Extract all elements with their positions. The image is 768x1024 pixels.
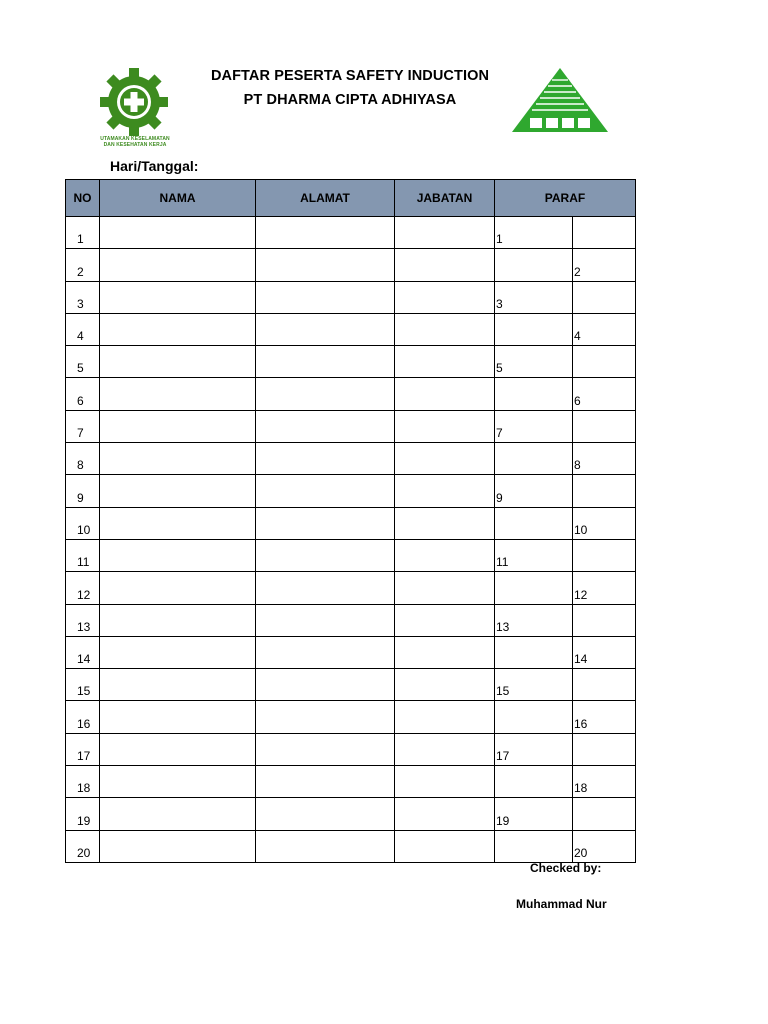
table-header-row [66,180,636,217]
nama-cell[interactable] [100,636,256,668]
jabatan-cell[interactable] [395,766,495,798]
jabatan-cell[interactable] [395,539,495,571]
row-number: 17 [66,733,100,765]
paraf-right-cell[interactable] [573,475,636,507]
alamat-cell[interactable] [256,733,395,765]
paraf-right-cell[interactable]: 18 [573,766,636,798]
jabatan-cell[interactable] [395,313,495,345]
title-line-2: PT DHARMA CIPTA ADHIYASA [243,92,457,108]
nama-cell[interactable] [100,346,256,378]
row-number: 7 [66,410,100,442]
row-number: 5 [66,346,100,378]
checked-by-label: Checked by: [530,861,602,875]
paraf-left-cell[interactable]: 9 [495,475,573,507]
logo-left-caption: UTAMAKAN KESELAMATAN DAN KESEHATAN KERJA [100,136,170,148]
table-row [66,798,636,830]
paraf-left-cell[interactable] [495,507,573,539]
paraf-left-cell[interactable]: 11 [495,539,573,571]
paraf-right-cell[interactable] [573,733,636,765]
alamat-cell[interactable] [256,669,395,701]
jabatan-cell[interactable] [395,669,495,701]
paraf-right-cell[interactable] [573,798,636,830]
col-no: NO [66,180,100,217]
row-number: 11 [66,539,100,571]
paraf-right-cell[interactable]: 6 [573,378,636,410]
paraf-left-cell[interactable]: 17 [495,733,573,765]
jabatan-cell[interactable] [395,507,495,539]
alamat-cell[interactable] [256,281,395,313]
paraf-right-cell[interactable]: 2 [573,249,636,281]
row-number: 1 [66,217,100,249]
nama-cell[interactable] [100,281,256,313]
jabatan-cell[interactable] [395,733,495,765]
table-row [66,313,636,345]
nama-cell[interactable] [100,766,256,798]
row-number: 12 [66,572,100,604]
jabatan-cell[interactable] [395,443,495,475]
title-line-1: DAFTAR PESERTA SAFETY INDUCTION [210,68,490,84]
nama-cell[interactable] [100,507,256,539]
nama-cell[interactable] [100,539,256,571]
nama-cell[interactable] [100,733,256,765]
jabatan-cell[interactable] [395,572,495,604]
jabatan-cell[interactable] [395,701,495,733]
paraf-right-cell[interactable]: 12 [573,572,636,604]
table-row [66,830,636,862]
paraf-left-cell[interactable]: 5 [495,346,573,378]
table-row [66,346,636,378]
table-row [66,669,636,701]
alamat-cell[interactable] [256,604,395,636]
jabatan-cell[interactable] [395,281,495,313]
col-paraf: PARAF [495,180,636,217]
row-number: 15 [66,669,100,701]
jabatan-cell[interactable] [395,636,495,668]
row-number: 16 [66,701,100,733]
table-row [66,604,636,636]
paraf-left-cell[interactable] [495,249,573,281]
table-row [66,766,636,798]
paraf-right-cell[interactable] [573,669,636,701]
table-row [66,572,636,604]
paraf-right-cell[interactable] [573,346,636,378]
row-number: 6 [66,378,100,410]
jabatan-cell[interactable] [395,410,495,442]
alamat-cell[interactable] [256,249,395,281]
nama-cell[interactable] [100,701,256,733]
paraf-left-cell[interactable] [495,701,573,733]
table-row [66,733,636,765]
nama-cell[interactable] [100,669,256,701]
paraf-left-cell[interactable]: 13 [495,604,573,636]
table-row [66,410,636,442]
paraf-right-cell[interactable] [573,217,636,249]
alamat-cell[interactable] [256,507,395,539]
jabatan-cell[interactable] [395,249,495,281]
row-number: 10 [66,507,100,539]
paraf-right-cell[interactable] [573,604,636,636]
table-row [66,217,636,249]
paraf-left-cell[interactable] [495,378,573,410]
nama-cell[interactable] [100,798,256,830]
alamat-cell[interactable] [256,443,395,475]
row-number: 3 [66,281,100,313]
paraf-left-cell[interactable] [495,830,573,862]
table-row [66,636,636,668]
paraf-left-cell[interactable]: 1 [495,217,573,249]
nama-cell[interactable] [100,313,256,345]
col-alamat: ALAMAT [256,180,395,217]
nama-cell[interactable] [100,410,256,442]
paraf-left-cell[interactable]: 19 [495,798,573,830]
nama-cell[interactable] [100,217,256,249]
alamat-cell[interactable] [256,313,395,345]
row-number: 20 [66,830,100,862]
alamat-cell[interactable] [256,217,395,249]
paraf-right-cell[interactable]: 16 [573,701,636,733]
alamat-cell[interactable] [256,830,395,862]
nama-cell[interactable] [100,443,256,475]
nama-cell[interactable] [100,249,256,281]
alamat-cell[interactable] [256,346,395,378]
paraf-left-cell[interactable] [495,313,573,345]
participant-table [65,179,636,863]
table-row [66,701,636,733]
green-triangle-logo-icon [510,66,610,136]
row-number: 18 [66,766,100,798]
jabatan-cell[interactable] [395,830,495,862]
col-jabatan: JABATAN [395,180,495,217]
signer-name: Muhammad Nur [516,897,607,911]
paraf-right-cell[interactable]: 20 [573,830,636,862]
row-number: 14 [66,636,100,668]
table-row [66,443,636,475]
row-number: 13 [66,604,100,636]
paraf-right-cell[interactable]: 8 [573,443,636,475]
row-number: 8 [66,443,100,475]
alamat-cell[interactable] [256,378,395,410]
paraf-left-cell[interactable]: 7 [495,410,573,442]
alamat-cell[interactable] [256,572,395,604]
paraf-right-cell[interactable] [573,539,636,571]
table-row [66,281,636,313]
table-row [66,249,636,281]
nama-cell[interactable] [100,830,256,862]
jabatan-cell[interactable] [395,346,495,378]
jabatan-cell[interactable] [395,604,495,636]
row-number: 2 [66,249,100,281]
alamat-cell[interactable] [256,766,395,798]
nama-cell[interactable] [100,475,256,507]
alamat-cell[interactable] [256,410,395,442]
paraf-right-cell[interactable] [573,281,636,313]
nama-cell[interactable] [100,604,256,636]
paraf-left-cell[interactable] [495,636,573,668]
nama-cell[interactable] [100,572,256,604]
date-label: Hari/Tanggal: [110,158,199,174]
paraf-right-cell[interactable]: 14 [573,636,636,668]
row-number: 4 [66,313,100,345]
jabatan-cell[interactable] [395,217,495,249]
jabatan-cell[interactable] [395,798,495,830]
row-number: 9 [66,475,100,507]
nama-cell[interactable] [100,378,256,410]
paraf-right-cell[interactable]: 4 [573,313,636,345]
paraf-left-cell[interactable] [495,443,573,475]
alamat-cell[interactable] [256,539,395,571]
table-row [66,378,636,410]
paraf-left-cell[interactable] [495,572,573,604]
table-row [66,539,636,571]
paraf-left-cell[interactable] [495,766,573,798]
table-row [66,507,636,539]
row-number: 19 [66,798,100,830]
paraf-right-cell[interactable] [573,410,636,442]
paraf-left-cell[interactable]: 3 [495,281,573,313]
alamat-cell[interactable] [256,475,395,507]
paraf-left-cell[interactable]: 15 [495,669,573,701]
alamat-cell[interactable] [256,798,395,830]
paraf-right-cell[interactable]: 10 [573,507,636,539]
alamat-cell[interactable] [256,636,395,668]
jabatan-cell[interactable] [395,378,495,410]
alamat-cell[interactable] [256,701,395,733]
table-row [66,475,636,507]
col-nama: NAMA [100,180,256,217]
jabatan-cell[interactable] [395,475,495,507]
